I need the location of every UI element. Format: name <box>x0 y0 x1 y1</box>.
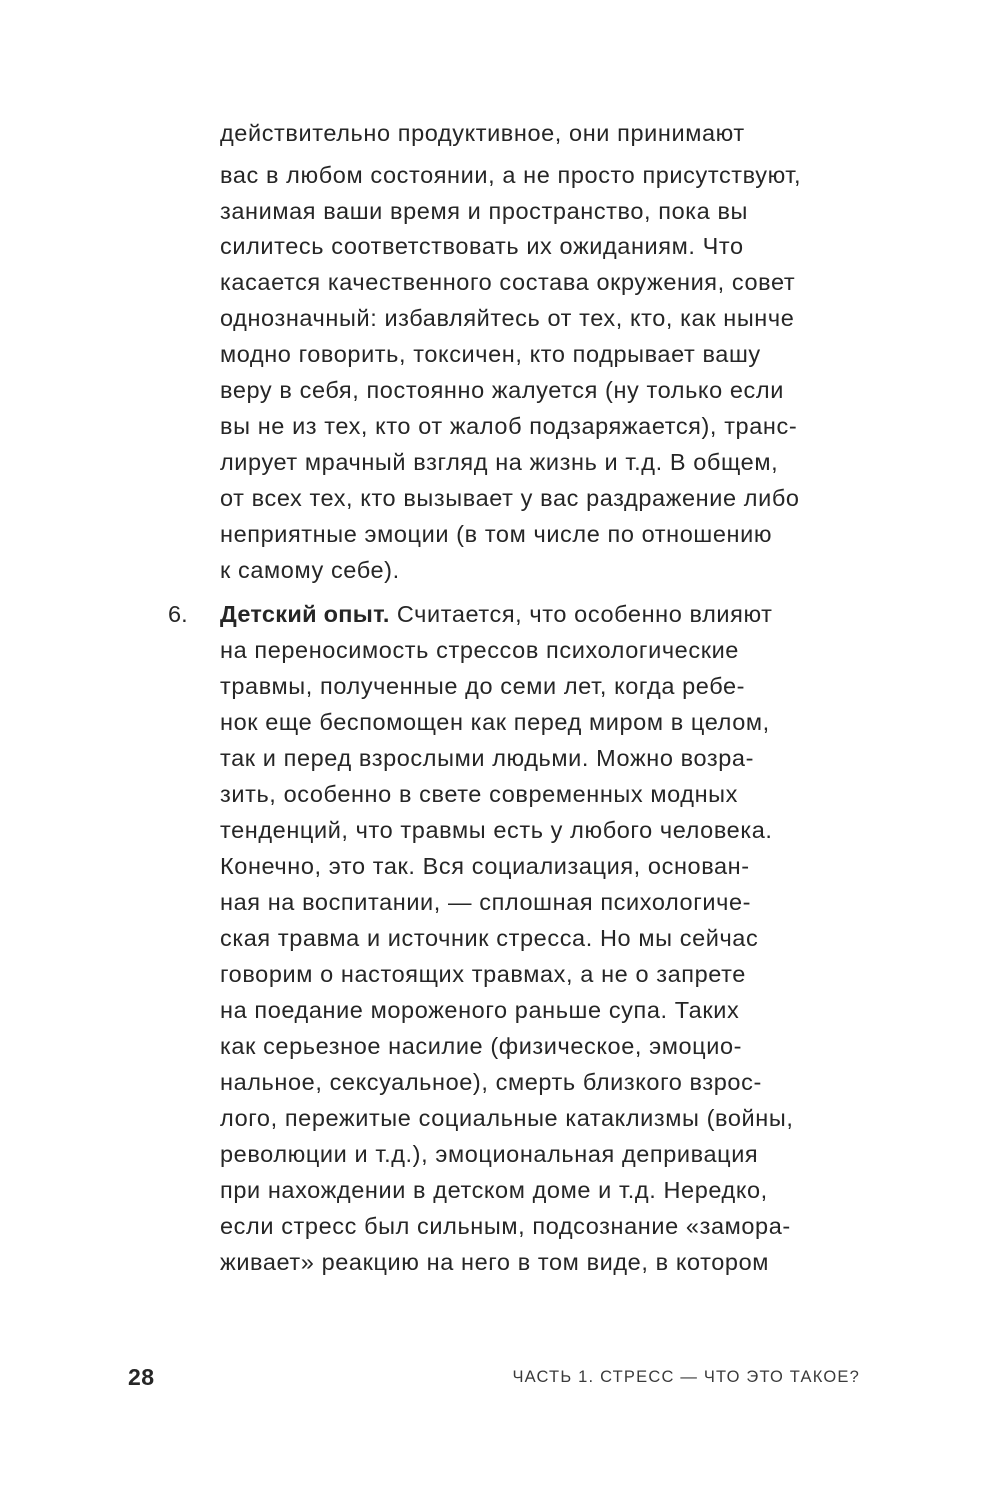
item-term: Детский опыт. <box>220 601 390 627</box>
text-line: лого, пережитые социальные катаклизмы (войны, <box>220 1105 794 1131</box>
text-line: касается качественного состава окружения, совет <box>220 269 796 295</box>
text-line: зить, особенно в свете современных модных <box>220 781 739 807</box>
text-line: вы не из тех, кто от жалоб подзаряжается), транс- <box>220 413 798 439</box>
item-first-line-text: Считается, что особенно влияют <box>389 601 773 627</box>
text-line: живает» реакцию на него в том виде, в котором <box>220 1249 769 1275</box>
text-line: на поедание мороженого раньше супа. Таких <box>220 997 740 1023</box>
text-line: от всех тех, кто вызывает у вас раздражение либо <box>220 485 800 511</box>
text-line: лирует мрачный взгляд на жизнь и т.д. В общем, <box>220 449 779 475</box>
text-line: так и перед взрослыми людьми. Можно возра- <box>220 745 755 771</box>
text-line: говорим о настоящих травмах, а не о запрете <box>220 961 746 987</box>
text-line: вас в любом состоянии, а не просто присутствуют, <box>220 162 802 188</box>
text-line: действительно продуктивное, они принимают <box>220 120 745 146</box>
text-line: революции и т.д.), эмоциональная депривация <box>220 1141 759 1167</box>
text-line <box>220 600 773 628</box>
text-line: ная на воспитании, — сплошная психологиче- <box>220 889 752 915</box>
text-line: ская травма и источник стресса. Но мы сейчас <box>220 925 759 951</box>
text-line: нок еще беспомощен как перед миром в целом, <box>220 709 770 735</box>
text-line: веру в себя, постоянно жалуется (ну только если <box>220 377 784 403</box>
text-line: нальное, сексуальное), смерть близкого взрос- <box>220 1069 762 1095</box>
text-line: неприятные эмоции (в том числе по отношению <box>220 521 773 547</box>
text-line: если стресс был сильным, подсознание «замора- <box>220 1213 791 1239</box>
text-line: Конечно, это так. Вся социализация, основан- <box>220 853 750 879</box>
page-number: 28 <box>128 1364 155 1390</box>
running-header: ЧАСТЬ 1. СТРЕСС — ЧТО ЭТО ТАКОЕ? <box>512 1368 860 1386</box>
text-line: занимая ваши время и пространство, пока вы <box>220 198 749 224</box>
text-line: при нахождении в детском доме и т.д. Нередко, <box>220 1177 768 1203</box>
text-line: к самому себе). <box>220 557 400 583</box>
text-line: на переносимость стрессов психологические <box>220 637 739 663</box>
item-number: 6. <box>168 601 188 627</box>
text-line: травмы, полученные до семи лет, когда ребе- <box>220 673 746 699</box>
text-line: силитесь соответствовать их ожиданиям. Что <box>220 233 744 259</box>
text-line: однозначный: избавляйтесь от тех, кто, как нынче <box>220 305 795 331</box>
text-line: модно говорить, токсичен, кто подрывает вашу <box>220 341 761 367</box>
text-line: тенденций, что травмы есть у любого человека. <box>220 817 773 843</box>
text-line: как серьезное насилие (физическое, эмоцио- <box>220 1033 743 1059</box>
